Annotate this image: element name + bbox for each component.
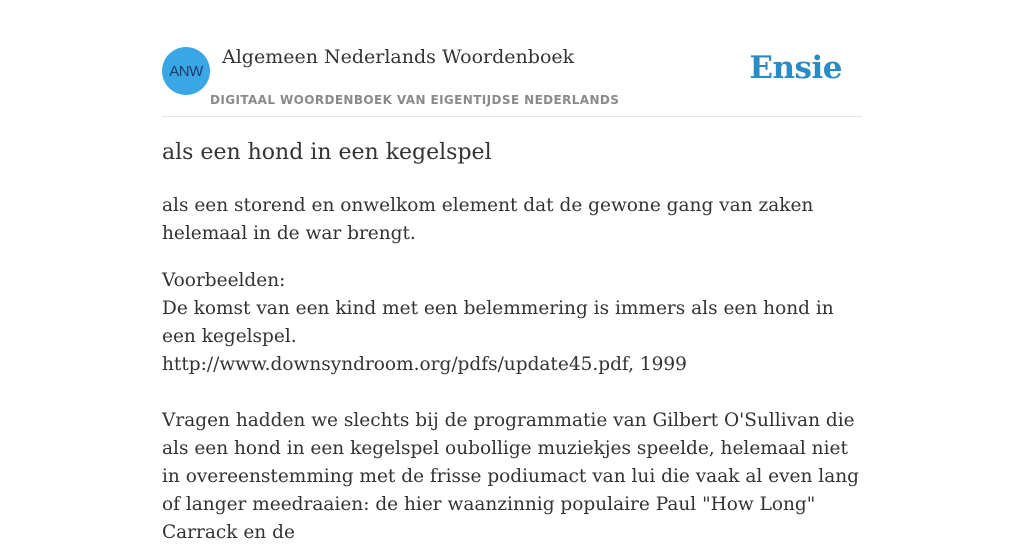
example-source: http://www.downsyndroom.org/pdfs/update45.pdf, 1999 [162,354,687,375]
ensie-brand-logo[interactable]: Ensie [749,50,842,86]
page [162,0,862,543]
entry-definition: als een storend en onwelkom element dat de gewone gang van zaken helemaal in de war brengt. [162,195,814,244]
entry-title: als een hond in een kegelspel [162,140,492,165]
examples-section [162,267,862,547]
site-header [162,0,862,117]
examples-label: Voorbeelden: [162,270,286,291]
site-title[interactable]: Algemeen Nederlands Woordenboek [222,46,575,68]
site-subtitle: DIGITAAL WOORDENBOEK VAN EIGENTIJDSE NEDERLANDS [210,93,620,107]
anw-logo[interactable] [162,47,210,95]
anw-logo-text: ANW [169,62,203,80]
example-text: De komst van een kind met een belemmering is immers als een hond in een kegelspel. [162,298,834,347]
example-text: Vragen hadden we slechts bij de programmatie van Gilbert O'Sullivan die als een hond in een kegelspel oubollige muziekjes speelde, helemaal niet in overeenstemming met de frisse podiumact van lui die vaak al even lang of langer meedraaien: de hier waanzinnig populaire Paul "How Long" Carrack en de [162,410,859,543]
example-spacer [162,379,862,407]
